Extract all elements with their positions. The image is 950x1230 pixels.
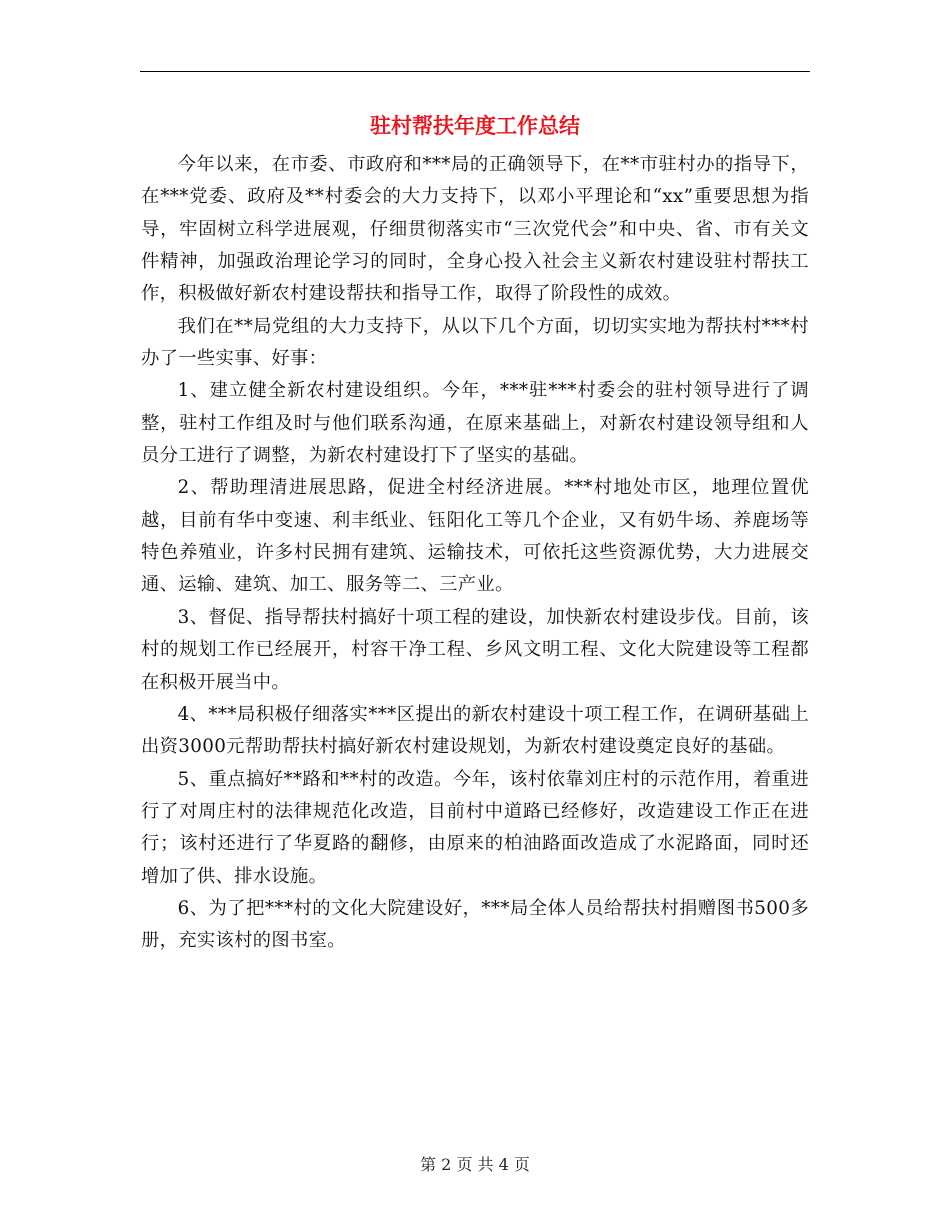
paragraph-item-5: 5、重点搞好**路和**村的改造。今年，该村依靠刘庄村的示范作用，着重进行了对周庄村的法律规范化改造，目前村中道路已经修好，改造建设工作正在进行；该村还进行了华夏路的翻修，由原来的柏油路面改造成了水泥路面，同时还增加了供、排水设施。 (141, 768, 809, 887)
header-rule (140, 71, 810, 72)
document-body (141, 149, 809, 958)
paragraph-item-4: 4、***局积极仔细落实***区提出的新农村建设十项工程工作，在调研基础上出资3000元帮助帮扶村搞好新农村建设规划，为新农村建设奠定良好的基础。 (141, 703, 809, 758)
paragraph-summary: 我们在**局党组的大力支持下，从以下几个方面，切切实实地为帮扶村***村办了一些实事、好事： (141, 315, 809, 370)
paragraph-intro: 今年以来，在市委、市政府和***局的正确领导下，在**市驻村办的指导下，在***党委、政府及**村委会的大力支持下，以邓小平理论和“xx”重要思想为指导，牢固树立科学进展观，仔细贯彻落实市“三次党代会”和中央、省、市有关文件精神，加强政治理论学习的同时，全身心投入社会主义新农村建设驻村帮扶工作，积极做好新农村建设帮扶和指导工作，取得了阶段性的成效。 (141, 154, 809, 305)
page-number: 第 2 页 共 4 页 (420, 1155, 530, 1174)
paragraph-item-3: 3、督促、指导帮扶村搞好十项工程的建设，加快新农村建设步伐。目前，该村的规划工作已经展开，村容干净工程、乡风文明工程、文化大院建设等工程都在积极开展当中。 (141, 606, 809, 693)
paragraph-item-2: 2、帮助理清进展思路，促进全村经济进展。***村地处市区，地理位置优越，目前有华中变速、利丰纸业、钰阳化工等几个企业，又有奶牛场、养鹿场等特色养殖业，许多村民拥有建筑、运输技术，可依托这些资源优势，大力进展交通、运输、建筑、加工、服务等二、三产业。 (141, 477, 809, 596)
paragraph-item-1: 1、建立健全新农村建设组织。今年，***驻***村委会的驻村领导进行了调整，驻村工作组及时与他们联系沟通，在原来基础上，对新农村建设领导组和人员分工进行了调整，为新农村建设打下了坚实的基础。 (141, 380, 809, 467)
document-title: 驻村帮扶年度工作总结 (370, 113, 580, 138)
paragraph-item-6: 6、为了把***村的文化大院建设好，***局全体人员给帮扶村捐赠图书500多册，充实该村的图书室。 (141, 897, 809, 952)
